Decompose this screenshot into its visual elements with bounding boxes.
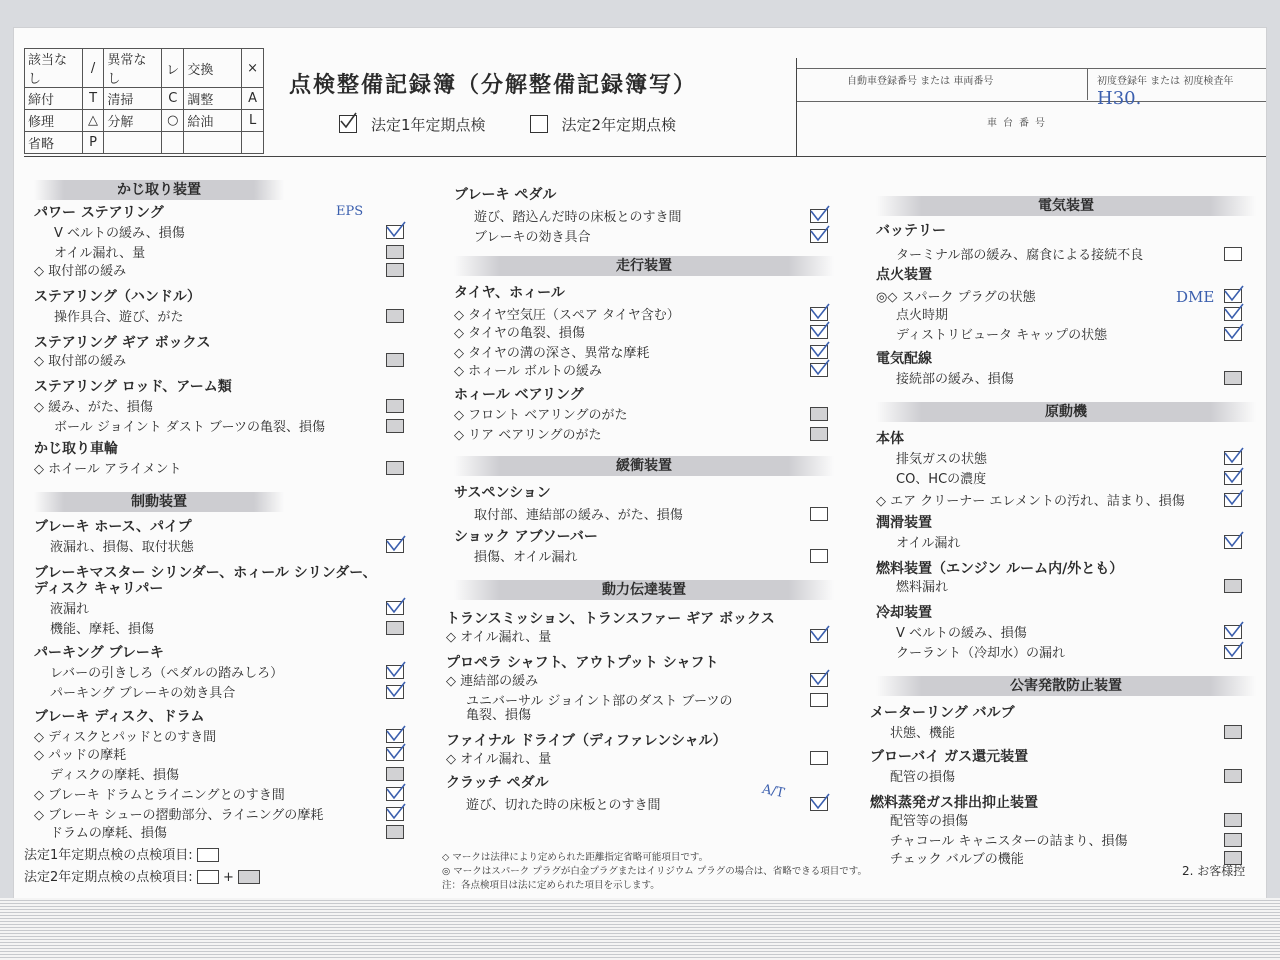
check-icon	[386, 783, 406, 801]
check-box[interactable]	[386, 685, 404, 699]
inspection-type-row	[339, 114, 676, 135]
check-box[interactable]	[386, 767, 404, 781]
legend-cell: 清掃	[104, 88, 162, 110]
group-heading: タイヤ、ホィール	[454, 285, 565, 301]
check-icon	[810, 225, 830, 243]
check-icon	[1224, 641, 1244, 659]
check-item-label: ◇ タイヤの亀裂、損傷	[454, 326, 585, 341]
check-item-label: レバーの引きしろ（ペダルの踏みしろ）	[50, 666, 284, 681]
check-icon	[810, 669, 830, 687]
legend-table	[24, 48, 264, 154]
check-item-label: ◎◇ スパーク プラグの状態	[876, 290, 1036, 305]
check-box[interactable]	[810, 673, 828, 687]
check-item-label: 機能、摩耗、損傷	[50, 622, 155, 637]
check-box[interactable]	[1224, 471, 1242, 485]
check-item-label: チャコール キャニスターの詰まり、損傷	[890, 834, 1128, 849]
legend-biennial-items: 法定2年定期点検の点検項目: +	[24, 866, 260, 885]
check-item-label: ◇ タイヤの溝の深さ、異常な摩耗	[454, 346, 650, 361]
group-heading: バッテリー	[876, 223, 946, 239]
legend-cell: T	[82, 88, 104, 110]
check-box[interactable]	[386, 807, 404, 821]
check-icon	[810, 321, 830, 339]
check-item-label: クーラント（冷却水）の漏れ	[896, 646, 1066, 661]
check-item-label: ユニバーサル ジョイント部のダスト ブーツの	[466, 694, 733, 709]
first-reg-label: 初度登録年 または 初度検査年	[1097, 76, 1234, 87]
legend-cell: ×	[242, 49, 264, 88]
section-heading: 緩衝装置	[454, 456, 834, 476]
check-item-label: 液漏れ、損傷、取付状態	[50, 540, 194, 555]
check-item-label: オイル漏れ	[896, 536, 961, 551]
group-heading: ブレーキ ディスク、ドラム	[34, 709, 205, 725]
check-item-label: ◇ パッドの摩耗	[34, 748, 127, 763]
check-item-label: ◇ リア ベアリングのがた	[454, 428, 602, 443]
check-icon	[386, 803, 406, 821]
hw-dme: DME	[1176, 288, 1215, 306]
check-icon	[386, 597, 406, 615]
legend-cell: 給油	[184, 110, 242, 132]
check-item-label: ボール ジョイント ダスト ブーツの亀裂、損傷	[54, 420, 325, 435]
check-item-label: ◇ ホィール ボルトの緩み	[454, 364, 603, 379]
check-icon	[810, 341, 830, 359]
check-box[interactable]	[1224, 645, 1242, 659]
group-heading: ステアリング（ハンドル）	[34, 289, 201, 305]
check-item-label: ◇ 緩み、がた、損傷	[34, 400, 153, 415]
check-box[interactable]	[810, 797, 828, 811]
check-item-label: 損傷、オイル漏れ	[474, 550, 578, 565]
check-box[interactable]	[810, 363, 828, 377]
check-box[interactable]	[386, 825, 404, 839]
legend-cell: C	[162, 88, 184, 110]
group-heading: クラッチ ペダル	[446, 775, 549, 791]
check-item-label: ◇ フロント ベアリングのがた	[454, 408, 628, 423]
check-box[interactable]	[386, 621, 404, 635]
page-number: 2. お客様控	[1182, 864, 1246, 878]
legend-cell: レ	[162, 49, 184, 88]
check-icon	[1224, 489, 1244, 507]
check-box[interactable]	[1224, 289, 1242, 303]
check-box[interactable]	[1224, 451, 1242, 465]
check-item-label: 操作具合、遊び、がた	[54, 310, 184, 325]
legend-cell: A	[242, 88, 264, 110]
check-item-label: パーキング ブレーキの効き具合	[50, 686, 236, 701]
legend-cell: 調整	[184, 88, 242, 110]
check-box[interactable]	[386, 461, 404, 475]
check-item-label: ◇ 取付部の緩み	[34, 354, 127, 369]
section-heading: 動力伝達装置	[454, 580, 834, 600]
check-icon	[386, 221, 406, 239]
legend-cell: ○	[162, 110, 184, 132]
check-item-label: ディストリビュータ キャップの状態	[896, 328, 1108, 343]
check-box[interactable]	[810, 751, 828, 765]
check-box[interactable]	[386, 539, 404, 553]
check-box[interactable]	[386, 399, 404, 413]
legend-cell	[162, 132, 184, 154]
check-box[interactable]	[1224, 725, 1242, 739]
check-box[interactable]	[810, 507, 828, 521]
check-icon	[1224, 303, 1244, 321]
legend-cell: △	[82, 110, 104, 132]
group-heading: メーターリング バルブ	[870, 705, 1015, 721]
check-icon	[810, 303, 830, 321]
check-box[interactable]	[386, 419, 404, 433]
check-item-label: 排気ガスの状態	[896, 452, 988, 467]
section-heading: 電気装置	[876, 196, 1256, 216]
check-icon	[1224, 323, 1244, 341]
check-item-label: ◇ タイヤ空気圧（スペア タイヤ含む）	[454, 308, 680, 323]
check-item-label: CO、HCの濃度	[896, 472, 987, 487]
group-heading: かじ取り車輪	[34, 441, 118, 457]
check-box[interactable]	[386, 665, 404, 679]
check-box[interactable]	[1224, 535, 1242, 549]
check-icon	[1224, 467, 1244, 485]
group-heading: ステアリング ギア ボックス	[34, 335, 211, 351]
section-heading: かじ取り装置	[34, 180, 284, 200]
check-icon	[386, 681, 406, 699]
annual-inspection-option[interactable]	[339, 114, 486, 135]
check-item-label: ◇ 取付部の緩み	[34, 264, 127, 279]
check-item-label: ◇ エア クリーナー エレメントの汚れ、詰まり、損傷	[876, 494, 1185, 509]
legend-cell: L	[242, 110, 264, 132]
group-heading: ファイナル ドライブ（ディファレンシャル）	[446, 733, 727, 749]
check-icon	[810, 793, 830, 811]
group-heading: ステアリング ロッド、アーム類	[34, 379, 232, 395]
check-item-label: ◇ ホイール アライメント	[34, 462, 182, 477]
check-item-label: 配管の損傷	[890, 770, 956, 785]
group-heading: 潤滑装置	[876, 515, 932, 531]
biennial-checkbox[interactable]	[530, 115, 548, 133]
check-box[interactable]	[386, 309, 404, 323]
group-heading: ブローバイ ガス還元装置	[870, 749, 1029, 765]
group-heading: パワー ステアリング	[34, 205, 164, 221]
check-item-label: オイル漏れ、量	[54, 246, 146, 261]
check-box[interactable]	[1224, 493, 1242, 507]
group-heading: 電気配線	[876, 351, 932, 367]
legend-cell: P	[82, 132, 104, 154]
check-box[interactable]	[810, 229, 828, 243]
check-box[interactable]	[1224, 813, 1242, 827]
check-box[interactable]	[386, 225, 404, 239]
check-item-label: 燃料漏れ	[896, 580, 949, 595]
inspection-sheet	[14, 28, 1266, 898]
check-box[interactable]	[386, 787, 404, 801]
group-heading: ショック アブソーバー	[454, 529, 598, 545]
legend-cell: 分解	[104, 110, 162, 132]
group-heading: 燃料装置（エンジン ルーム内/外とも）	[876, 561, 1124, 577]
check-item-label: ◇ 連結部の緩み	[446, 674, 539, 689]
group-heading: サスペンション	[454, 485, 551, 501]
section-heading: 原動機	[876, 402, 1256, 422]
legend-cell: 修理	[25, 110, 83, 132]
check-box[interactable]	[1224, 769, 1242, 783]
legend-annual-items: 法定1年定期点検の点検項目:	[24, 844, 219, 863]
group-heading: ブレーキ ホース、パイプ	[34, 519, 192, 535]
check-icon	[386, 725, 406, 743]
group-heading: プロペラ シャフト、アウトプット シャフト	[446, 655, 719, 671]
check-box[interactable]	[386, 729, 404, 743]
check-box[interactable]	[386, 353, 404, 367]
check-box[interactable]	[386, 263, 404, 277]
note-1: ◇ マークは法律により定められた距離指定省略可能項目です。	[442, 852, 709, 863]
check-item-label: V ベルトの緩み、損傷	[896, 626, 1027, 641]
check-item-label: 点火時期	[896, 308, 949, 323]
check-icon	[810, 205, 830, 223]
group-heading: パーキング ブレーキ	[34, 645, 164, 661]
group-heading: 点火装置	[876, 267, 932, 283]
group-heading: ブレーキマスター シリンダー、ホィール シリンダー、	[34, 565, 377, 581]
group-heading: ブレーキ ペダル	[454, 187, 557, 203]
legend-cell: /	[82, 49, 104, 88]
group-heading: ホィール ベアリング	[454, 387, 584, 403]
hw-eps: EPS	[336, 204, 364, 219]
page-title: 点検整備記録簿（分解整備記録簿写）	[289, 73, 698, 98]
annual-label: 法定1年定期点検	[371, 116, 486, 134]
check-icon	[386, 661, 406, 679]
legend-cell: 省略	[25, 132, 83, 154]
check-item-label: ブレーキの効き具合	[474, 230, 591, 245]
check-icon	[1224, 621, 1244, 639]
legend-cell	[104, 132, 162, 154]
check-item-label: 配管等の損傷	[890, 814, 969, 829]
chassis-label: 車台番号	[987, 118, 1051, 129]
check-item-label: ◇ ディスクとパッドとのすき間	[34, 730, 217, 745]
legend-cell: 該当なし	[25, 49, 83, 88]
check-icon	[386, 743, 406, 761]
check-item-label: ◇ ブレーキ ドラムとライニングとのすき間	[34, 788, 285, 803]
check-box[interactable]	[810, 209, 828, 223]
check-icon	[810, 359, 830, 377]
check-box[interactable]	[386, 747, 404, 761]
hw-at: A/T	[760, 781, 786, 802]
check-icon	[386, 535, 406, 553]
group-heading: トランスミッション、トランスファー ギア ボックス	[446, 611, 775, 627]
check-box[interactable]	[386, 245, 404, 259]
check-box[interactable]	[810, 325, 828, 339]
legend-cell: 締付	[25, 88, 83, 110]
section-heading: 走行装置	[454, 256, 834, 276]
check-item-label: 接続部の緩み、損傷	[896, 372, 1014, 387]
check-item-label: ◇ オイル漏れ、量	[446, 752, 552, 767]
check-icon	[1224, 285, 1244, 303]
check-box[interactable]	[810, 549, 828, 563]
legend-empty-box	[197, 848, 219, 862]
legend-cell: 交換	[184, 49, 242, 88]
check-box[interactable]	[810, 407, 828, 421]
group-heading: ディスク キャリパー	[34, 581, 164, 597]
check-item-label: ドラムの摩耗、損傷	[50, 826, 167, 841]
check-item-label: ◇ ブレーキ シューの摺動部分、ライニングの摩耗	[34, 808, 324, 823]
check-box[interactable]	[1224, 579, 1242, 593]
vehicle-no-label: 自動車登録番号 または 車両番号	[847, 76, 994, 87]
note-2: ◎ マークはスパーク プラグが白金プラグまたはイリジウム プラグの場合は、省略できる項目です。	[442, 866, 867, 877]
check-box[interactable]	[1224, 371, 1242, 385]
check-box[interactable]	[810, 693, 828, 707]
check-icon	[1224, 531, 1244, 549]
section-heading: 公害発散防止装置	[876, 676, 1256, 696]
legend-cell	[184, 132, 242, 154]
check-box[interactable]	[810, 345, 828, 359]
note-3: 注：各点検項目は法に定められた項目を示します。	[442, 880, 660, 891]
check-item-label: 状態、機能	[890, 726, 956, 741]
check-icon	[339, 112, 357, 130]
check-icon	[1224, 447, 1244, 465]
biennial-label: 法定2年定期点検	[561, 116, 677, 134]
check-item-label: 液漏れ	[50, 602, 90, 617]
check-box[interactable]	[810, 427, 828, 441]
check-item-label: ターミナル部の緩み、腐食による接続不良	[896, 248, 1144, 263]
check-box[interactable]	[386, 601, 404, 615]
check-box[interactable]	[1224, 307, 1242, 321]
annual-checkbox[interactable]	[339, 115, 357, 133]
check-item-label: 取付部、連結部の緩み、がた、損傷	[474, 508, 683, 523]
check-item-label: ディスクの摩耗、損傷	[50, 768, 179, 783]
group-heading: 本体	[876, 431, 904, 447]
vehicle-header	[796, 58, 1266, 156]
check-item-label: チェック バルブの機能	[890, 852, 1024, 867]
check-item-label: ◇ オイル漏れ、量	[446, 630, 552, 645]
group-heading: 燃料蒸発ガス排出抑止装置	[870, 795, 1038, 811]
check-box[interactable]	[810, 629, 828, 643]
check-box[interactable]	[1224, 327, 1242, 341]
check-box[interactable]	[810, 307, 828, 321]
group-heading: 冷却装置	[876, 605, 932, 621]
check-item-label: 亀裂、損傷	[466, 708, 532, 723]
legend-cell: 異常なし	[104, 49, 162, 88]
check-item-label: 遊び、踏込んだ時の床板とのすき間	[474, 210, 682, 225]
check-box[interactable]	[1224, 247, 1242, 261]
check-box[interactable]	[1224, 833, 1242, 847]
biennial-inspection-option[interactable]	[530, 114, 677, 135]
check-item-label: V ベルトの緩み、損傷	[54, 226, 185, 241]
paper-stack-edge	[0, 898, 1280, 960]
check-item-label: 遊び、切れた時の床板とのすき間	[466, 798, 661, 813]
legend-cell	[242, 132, 264, 154]
check-box[interactable]	[1224, 625, 1242, 639]
check-icon	[810, 625, 830, 643]
first-reg-value: H30.	[1097, 88, 1142, 109]
section-heading: 制動装置	[34, 492, 284, 512]
